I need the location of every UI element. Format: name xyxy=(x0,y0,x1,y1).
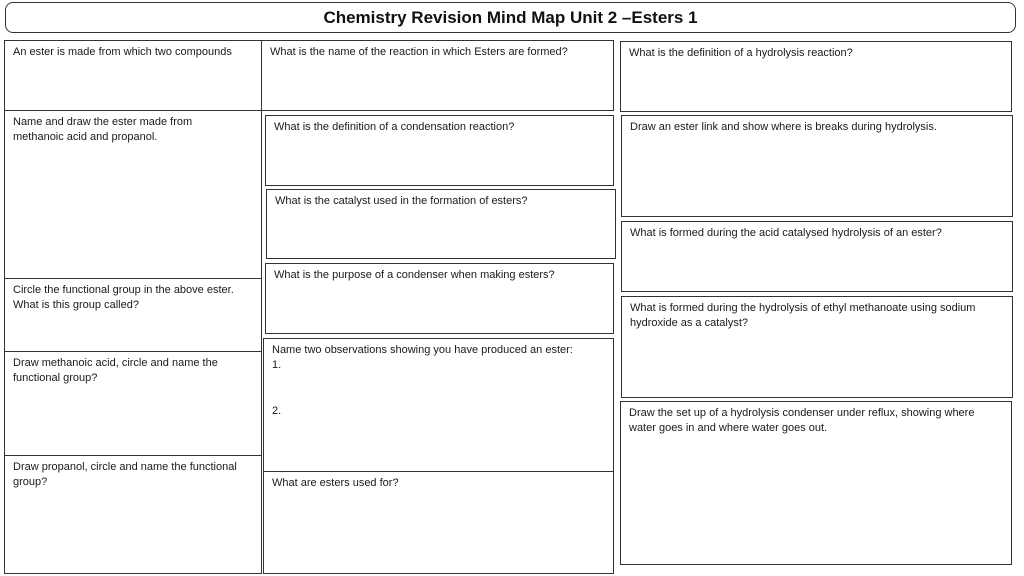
box-condenser-purpose[interactable] xyxy=(265,263,614,334)
question-text: What are esters used for? xyxy=(272,477,399,489)
question-text: What is the definition of a condensation reaction? xyxy=(274,121,515,133)
question-text: An ester is made from which two compounds xyxy=(13,46,232,58)
question-text: What is the definition of a hydrolysis reaction? xyxy=(629,47,853,59)
box-condensation-definition[interactable] xyxy=(265,115,614,186)
box-methanoic-acid[interactable] xyxy=(4,351,262,456)
question-text: What is the name of the reaction in which Esters are formed? xyxy=(270,46,568,58)
question-text: Draw the set up of a hydrolysis condenser under reflux, showing where water goes in and where water goes out. xyxy=(629,407,975,434)
question-text: What is the catalyst used in the formation of esters? xyxy=(275,195,528,207)
box-reaction-name[interactable] xyxy=(261,40,614,111)
box-propanol[interactable] xyxy=(4,455,262,574)
question-text: Name and draw the ester made from methanoic acid and propanol. xyxy=(13,116,193,143)
box-catalyst[interactable] xyxy=(266,189,616,259)
box-ester-compounds[interactable] xyxy=(4,40,262,111)
question-text: Draw methanoic acid, circle and name the functional group? xyxy=(13,357,218,384)
box-acid-hydrolysis[interactable] xyxy=(621,221,1013,292)
observation-item-1: 1. xyxy=(272,359,282,371)
question-text: Draw an ester link and show where is breaks during hydrolysis. xyxy=(630,121,937,133)
box-ester-uses[interactable] xyxy=(263,471,614,574)
question-text: Circle the functional group in the above ester. What is this group called? xyxy=(13,284,234,311)
question-text: What is formed during the hydrolysis of ethyl methanoate using sodium hydroxide as a catalyst? xyxy=(630,302,976,329)
observation-item-2: 2. xyxy=(272,405,282,417)
box-observations[interactable] xyxy=(263,338,614,472)
question-text: What is the purpose of a condenser when making esters? xyxy=(274,269,555,281)
question-text: Draw propanol, circle and name the functional group? xyxy=(13,461,237,488)
question-text: Name two observations showing you have produced an ester: xyxy=(272,344,573,356)
box-functional-group[interactable] xyxy=(4,278,262,352)
question-text: What is formed during the acid catalysed hydrolysis of an ester? xyxy=(630,227,942,239)
box-hydrolysis-definition[interactable] xyxy=(620,41,1012,112)
page-title-text: Chemistry Revision Mind Map Unit 2 –Esters 1 xyxy=(323,7,698,27)
box-ester-name-draw[interactable] xyxy=(4,110,262,279)
box-ester-link[interactable] xyxy=(621,115,1013,217)
box-reflux-setup[interactable] xyxy=(620,401,1012,565)
box-sodium-hydroxide-hydrolysis[interactable] xyxy=(621,296,1013,398)
page-title xyxy=(5,2,1016,33)
